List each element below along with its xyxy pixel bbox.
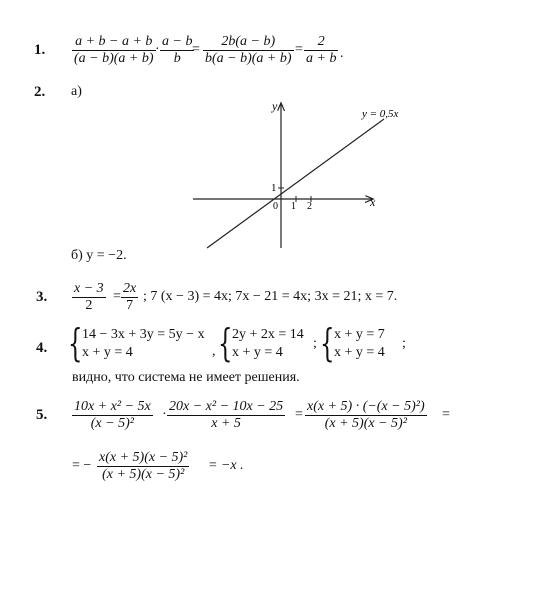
- fraction: $\frac{2x}{7}$: [123, 281, 137, 313]
- part-b: б) y = −2.: [71, 248, 127, 263]
- equation-system: x + y = 7 x + y = 4: [334, 327, 385, 360]
- equation-system: 14 − 3x + 3y = 5y − x x + y = 4: [82, 327, 205, 360]
- origin-label: 0: [273, 201, 278, 212]
- fraction: $\frac{2}{a + b}$: [306, 34, 337, 66]
- final-result: = −x .: [208, 458, 244, 473]
- fraction: $\frac{2b(a - b)}{b(a - b)(a + b)}$: [205, 34, 292, 66]
- problem-number: 2.: [34, 84, 46, 100]
- y-axis-label: y: [272, 99, 278, 113]
- problem-number: 5.: [36, 407, 48, 423]
- equation-system: 2y + 2x = 14 x + y = 4: [232, 327, 304, 360]
- continuation: = −: [72, 458, 92, 473]
- problem-number: 1.: [34, 42, 46, 58]
- fraction: $\frac{a - b}{b}$: [162, 34, 193, 66]
- x-axis-label: x: [370, 195, 376, 209]
- tick-label: 2: [307, 201, 312, 212]
- fraction: $\frac{\text{20x − x² − 10x − 25}}{x + 5}$: [169, 399, 284, 431]
- solution-steps: ; 7 (x − 3) = 4x; 7x − 21 = 4x; 3x = 21; x = 7.: [143, 289, 398, 304]
- fraction: $\frac{\text{10x + x² − 5x}}{\text{(x − 5)²}}$: [74, 399, 151, 431]
- line-label: y = 0,5x: [362, 108, 399, 120]
- system-brace: {: [218, 321, 233, 365]
- problem-number: 4.: [36, 340, 48, 356]
- fraction: $\frac{x - 3}{2}$: [74, 281, 104, 313]
- fraction: $\frac{\text{x(x + 5) · (−(x − 5)²)}}{\text{(x + 5)(x − 5)²}}$: [307, 399, 425, 431]
- tick-label: 1: [291, 201, 296, 212]
- graph-line: [207, 119, 384, 248]
- fraction: $\frac{\text{x(x + 5)(x − 5)²}}{\text{(x + 5)(x − 5)²}}$: [99, 450, 188, 482]
- tick-label: 1: [271, 182, 277, 194]
- part-label: а): [71, 84, 82, 99]
- problem-number: 3.: [36, 289, 48, 305]
- system-brace: {: [320, 321, 335, 365]
- system-brace: {: [68, 321, 83, 365]
- fraction: $\frac{a + b - a + b}{(a - b)(a + b)}$: [74, 34, 154, 66]
- conclusion-text: видно, что система не имеет решения.: [72, 370, 300, 385]
